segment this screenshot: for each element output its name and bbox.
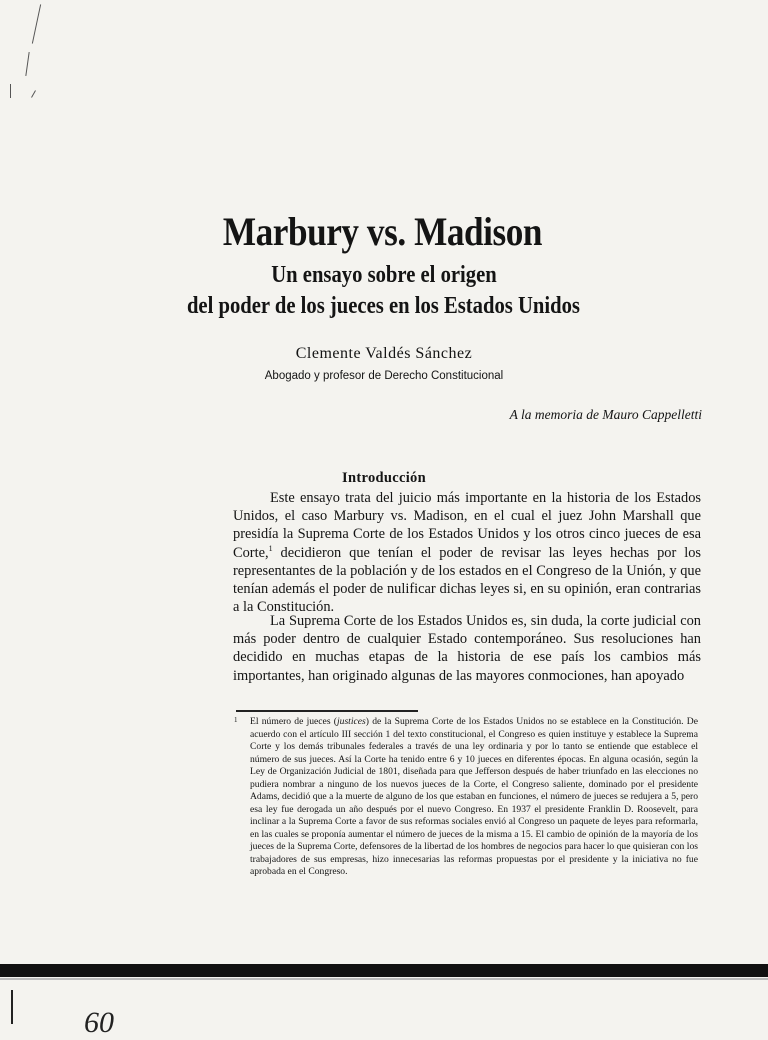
body-paragraph: La Suprema Corte de los Estados Unidos es, sin duda, la corte judicial con más poder dentro de cualquier Estado contemporáneo. Sus resoluciones han decidido en muchas etapas de la historia de ese país los cambios más importantes, han originado algunas de las mayores conmociones, han apoyado	[233, 613, 701, 684]
footnote-text-start: El número de jueces (	[250, 716, 337, 727]
footnote-divider	[236, 710, 418, 712]
scan-mark	[10, 84, 11, 98]
article-title: Marbury vs. Madison	[222, 209, 543, 254]
scan-mark	[25, 52, 29, 76]
paragraph-text: decidieron que tenían el poder de revisar las leyes hechas por los representantes de la población y de los estados en el Congreso de la Unión, y que tenían además el poder de nulificar dichas leyes si, en su opinión, eran contrarias a la Constitución.	[233, 544, 701, 616]
page-bottom-bar	[0, 964, 768, 977]
scan-mark	[11, 990, 13, 1024]
section-heading: Introducción	[342, 470, 426, 486]
scan-mark	[32, 4, 41, 43]
footnote-marker: 1	[234, 716, 238, 724]
footnote-reference: 1	[268, 543, 273, 553]
page-bottom-bar-edge	[0, 978, 768, 980]
body-paragraph	[233, 489, 701, 616]
author-name: Clemente Valdés Sánchez	[295, 345, 473, 362]
article-subtitle-line1: Un ensayo sobre el origen	[271, 262, 497, 288]
footnote-text	[236, 716, 698, 879]
author-affiliation: Abogado y profesor de Derecho Constitucional	[264, 370, 504, 382]
dedication: A la memoria de Mauro Cappelletti	[509, 407, 702, 422]
paragraph-text: Este ensayo trata del juicio más importante en la historia de los Estados Unidos, el caso Marbury vs. Madison, en el cual el juez John Marshall que presidía la Suprema Corte de los Estados Unidos y los otros cinco jueces de esa Corte,	[233, 490, 701, 561]
footnote-italic-term: justices	[336, 716, 366, 727]
article-subtitle-line2: del poder de los jueces en los Estados Unidos	[186, 293, 580, 319]
footnote-text-rest: ) de la Suprema Corte de los Estados Unidos no se establece en la Constitución. De acuerdo con el artículo III sección 1 del texto constitucional, el Congreso es quien instituye y establece la Suprema Corte y los demás tribunales federales a través de una ley ordinaria y por lo tanto se entiende que establece el número de sus jueces. Así la Corte ha tenido entre 6 y 10 jueces en diferentes épocas. En alguna ocasión, según la Ley de Organización Judicial de 1801, diseñada para que Jefferson después de haber triunfado en las elecciones no pudiera nombrar a ninguno de los nuevos jueces de la Corte, el Congreso saliente, dominado por el presidente Adams, decidió que a la muerte de alguno de los que estaban en funciones, el número de jueces se redujera a 5, pero esa ley fue derogada un año después por el nuevo Congreso. En 1937 el presidente Franklin D. Roosevelt, para inclinar a la Suprema Corte a favor de sus reformas sociales envió al Congreso un paquete de leyes para reformarla, en las cuales se proponía aumentar el número de jueces de la misma a 15. El cambio de opinión de la mayoría de los jueces de la Suprema Corte, defensores de la libertad de los hombres de negocios para hacer lo que quisieran con los trabajadores de sus empresas, hizo innecesarias las reformas propuestas por el presidente y la iniciativa no fue aprobada en el Congreso.	[250, 716, 698, 877]
page-number: 60	[84, 1006, 114, 1039]
scan-mark	[31, 90, 36, 97]
footnote	[236, 716, 698, 879]
